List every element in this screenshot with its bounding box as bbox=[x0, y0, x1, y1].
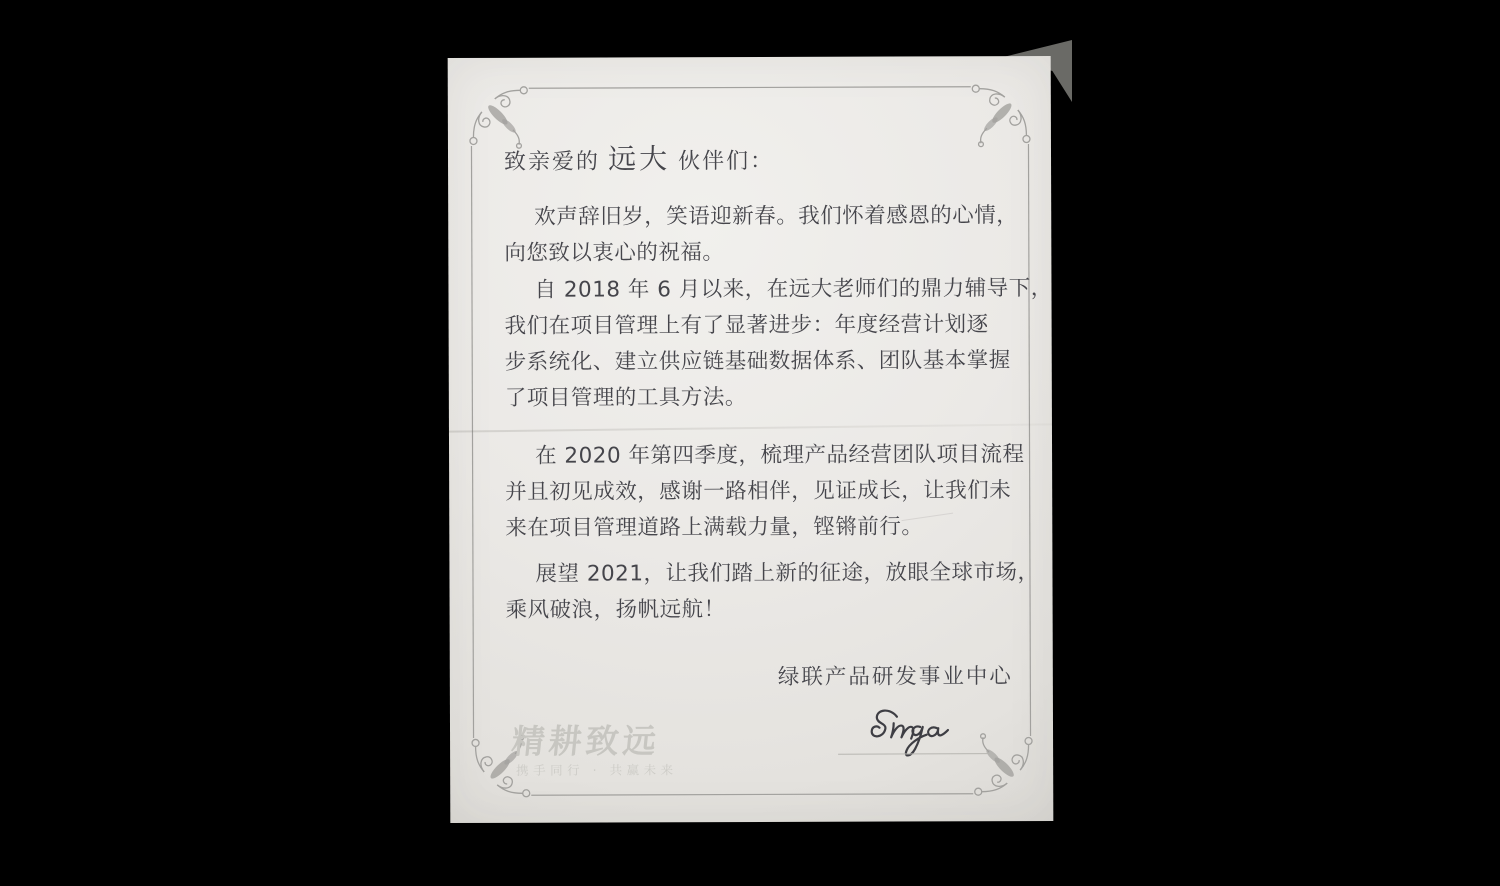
watermark-subtitle: 携手同行 · 共赢未来 bbox=[516, 762, 678, 778]
corner-ornament-top-right-icon bbox=[972, 85, 1030, 147]
salutation-prefix: 致亲爱的 bbox=[503, 149, 601, 175]
salutation bbox=[504, 139, 774, 183]
frame-right-line bbox=[1028, 144, 1030, 736]
letter-line: 并且初见成效，感谢一路相伴，见证成长，让我们未 bbox=[505, 478, 1012, 505]
salutation-suffix: 伙伴们： bbox=[678, 148, 775, 175]
watermark-title: 精耕致远 bbox=[509, 721, 662, 761]
signature bbox=[860, 702, 970, 764]
letter-line: 步系统化、建立供应链基础数据体系、团队基本掌握 bbox=[504, 348, 1011, 375]
letter-line: 展望 2021，让我们踏上新的征途，放眼全球市场， bbox=[535, 559, 1040, 587]
frame-left-line bbox=[471, 146, 473, 738]
salutation-recipient: 远大 bbox=[607, 142, 671, 176]
letter-line: 自 2018 年 6 月以来，在远大老师们的鼎力辅导下， bbox=[534, 275, 1053, 303]
letter-photo bbox=[448, 56, 1054, 823]
paragraph-4 bbox=[505, 555, 1039, 629]
letter-line: 乘风破浪，扬帆远航！ bbox=[505, 597, 726, 623]
signoff: 绿联产品研发事业中心 bbox=[777, 664, 1013, 690]
letter-line: 了项目管理的工具方法。 bbox=[504, 385, 747, 411]
letter-line: 向您致以衷心的祝福。 bbox=[504, 240, 725, 266]
letter-line: 我们在项目管理上有了显著进步：年度经营计划逐 bbox=[504, 312, 989, 339]
letter-line: 在 2020 年第四季度，梳理产品经营团队项目流程 bbox=[535, 442, 1025, 469]
frame-bottom-line bbox=[531, 794, 973, 796]
corner-ornament-bottom-right-icon bbox=[975, 734, 1033, 796]
letter-line: 来在项目管理道路上满载力量，铿锵前行。 bbox=[505, 514, 924, 541]
letter-line: 欢声辞旧岁，笑语迎新春。我们怀着感恩的心情， bbox=[534, 203, 1019, 230]
paragraph-1 bbox=[504, 198, 1018, 272]
paragraph-2 bbox=[504, 271, 1053, 417]
signature-icon bbox=[860, 702, 970, 764]
paragraph-3 bbox=[505, 437, 1025, 547]
frame-top-line bbox=[529, 87, 971, 89]
